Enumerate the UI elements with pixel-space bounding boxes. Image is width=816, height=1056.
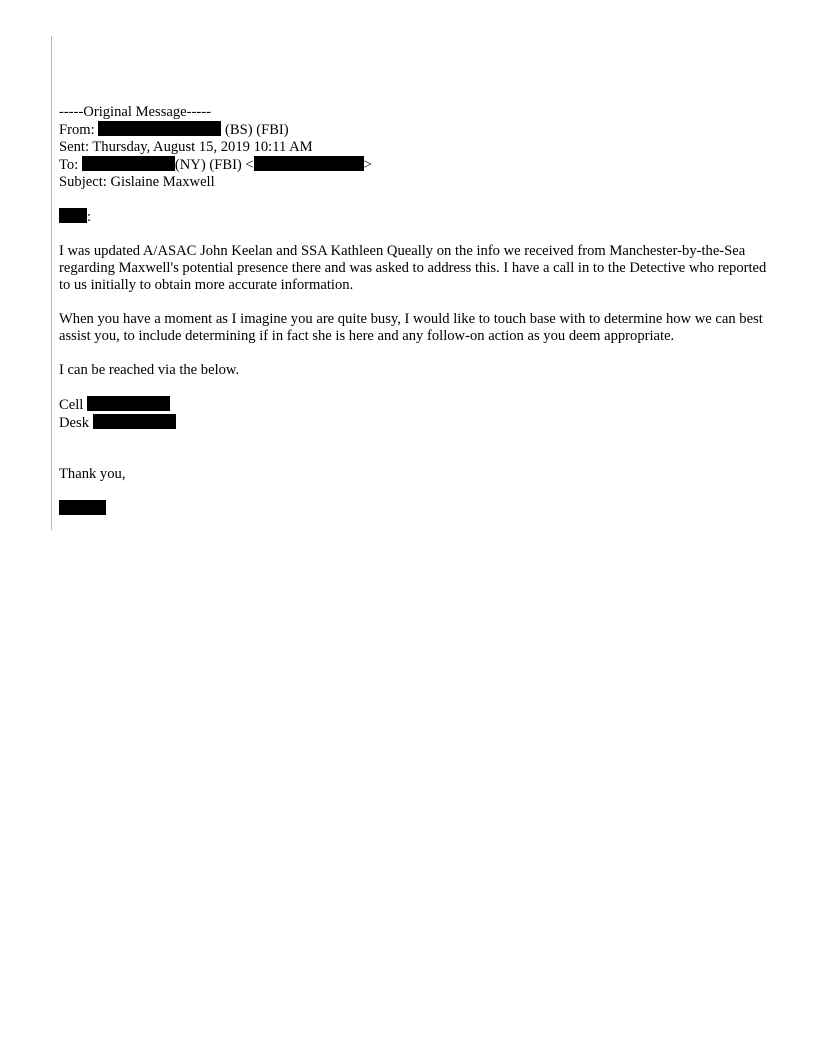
from-line — [59, 121, 779, 139]
sent-value: Thursday, August 15, 2019 10:11 AM — [92, 139, 313, 155]
redaction-desk — [93, 414, 176, 429]
redaction-signature — [59, 500, 106, 515]
to-close: > — [363, 157, 372, 173]
closing: Thank you, — [59, 466, 126, 482]
to-line — [59, 156, 779, 174]
cell-line — [59, 396, 779, 414]
desk-line — [59, 414, 779, 432]
cell-label: Cell — [59, 397, 84, 413]
redaction-cell — [87, 396, 170, 411]
body-paragraph-1: I was updated A/ASAC John Keelan and SSA Kathleen Queally on the info we received from Manchester-by-the-Sea regarding Maxwell's potential presence there and was asked to address this. I have a call in to the Detective who reported to us initially to obtain more accurate information. — [59, 243, 767, 293]
sent-line — [59, 139, 779, 156]
greeting: : — [59, 208, 779, 226]
redaction-to-email — [254, 156, 364, 171]
to-suffix: (NY) (FBI) < — [174, 157, 254, 173]
spacer — [59, 432, 779, 449]
redaction-from — [98, 121, 221, 136]
body-paragraph-2: When you have a moment as I imagine you are quite busy, I would like to touch base with to determine how we can best assist you, to include determining if in fact she is here and any follow-on action as you deem appropriate. — [59, 311, 763, 344]
redaction-greeting — [59, 208, 87, 223]
email-message — [59, 104, 779, 518]
signature — [59, 500, 779, 518]
quote-bar — [51, 36, 52, 530]
to-label: To: — [59, 157, 79, 173]
sent-label: Sent: — [59, 139, 89, 155]
subject-line — [59, 174, 779, 191]
subject-label: Subject: — [59, 174, 107, 190]
desk-label: Desk — [59, 415, 89, 431]
subject-value: Gislaine Maxwell — [110, 174, 215, 190]
original-message-separator: -----Original Message----- — [59, 104, 211, 120]
from-label: From: — [59, 122, 95, 138]
redaction-to-name — [82, 156, 175, 171]
from-suffix: (BS) (FBI) — [225, 122, 289, 138]
body-paragraph-3: I can be reached via the below. — [59, 362, 240, 378]
